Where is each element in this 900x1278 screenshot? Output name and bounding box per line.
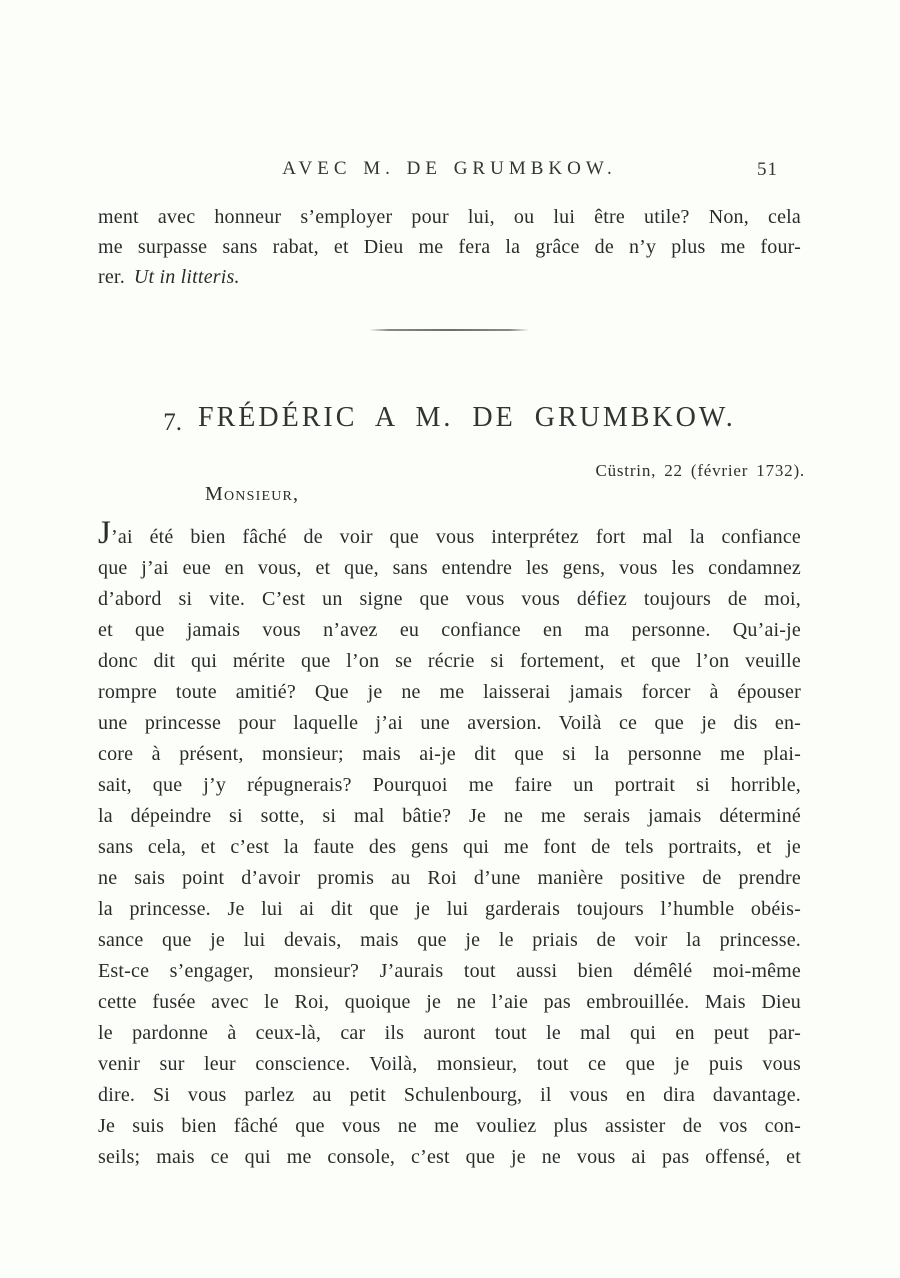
letter-body-paragraph: [98, 515, 801, 1173]
text-line-first: [98, 515, 801, 553]
text-line: le pardonne à ceux-là, car ils auront tout le mal qui en peut par-: [98, 1022, 801, 1044]
text-line: core à présent, monsieur; mais ai-je dit que si la personne me plai-: [98, 743, 801, 765]
letter-number: 7.: [163, 409, 183, 436]
continuation-paragraph: [98, 202, 801, 292]
text-line: donc dit qui mérite que l’on se récrie si fortement, et que l’on veuille: [98, 650, 801, 672]
large-initial-letter: J: [98, 515, 112, 551]
running-head-title: AVEC M. DE GRUMBKOW.: [282, 158, 617, 179]
text-line: sans cela, et c’est la faute des gens qui me font de tels portraits, et je: [98, 836, 801, 858]
text-line: la princesse. Je lui ai dit que je lui garderais toujours l’humble obéis-: [98, 898, 801, 920]
text-line: dire. Si vous parlez au petit Schulenbourg, il vous en dira davantage.: [98, 1084, 801, 1106]
text-line: me surpasse sans rabat, et Dieu me fera la grâce de n’y plus me four-: [98, 236, 801, 258]
text-line: ment avec honneur s’employer pour lui, ou lui être utile? Non, cela: [98, 206, 801, 228]
text-line: cette fusée avec le Roi, quoique je ne l’aie pas embrouillée. Mais Dieu: [98, 991, 801, 1013]
text-line: Je suis bien fâché que vous ne me vouliez plus assister de vos con-: [98, 1115, 801, 1137]
body-lines: [98, 553, 801, 1173]
text-line: d’abord si vite. C’est un signe que vous vous défiez toujours de moi,: [98, 588, 801, 610]
letter-heading: [98, 402, 801, 434]
text-line: et que jamais vous n’avez eu confiance en ma personne. Qu’ai-je: [98, 619, 801, 641]
text-segment: ’ai été bien fâché de voir que vous interprétez fort mal la confiance: [111, 526, 801, 548]
dateline: Cüstrin, 22 (février 1732).: [595, 461, 805, 480]
text-line: une princesse pour laquelle j’ai une aversion. Voilà ce que je dis en-: [98, 712, 801, 734]
text-line: ne sais point d’avoir promis au Roi d’une manière positive de prendre: [98, 867, 801, 889]
text-line: Est-ce s’engager, monsieur? J’aurais tout aussi bien démêlé moi-même: [98, 960, 801, 982]
text-line: sance que je lui devais, mais que je le priais de voir la princesse.: [98, 929, 801, 951]
text-line: que j’ai eue en vous, et que, sans entendre les gens, vous les condamnez: [98, 557, 801, 579]
text-line: la dépeindre si sotte, si mal bâtie? Je ne me serais jamais déterminé: [98, 805, 801, 827]
latin-phrase: Ut in litteris.: [133, 266, 240, 288]
letter-title: FRÉDÉRIC A M. DE GRUMBKOW.: [198, 402, 736, 433]
text-line: sait, que j’y répugnerais? Pourquoi me faire un portrait si horrible,: [98, 774, 801, 796]
salutation: Monsieur,: [205, 483, 300, 505]
section-divider-rule: [369, 329, 529, 331]
text-segment: rer.: [98, 266, 125, 288]
continuation-lines: [98, 202, 801, 262]
text-line: [98, 262, 801, 292]
text-line: rompre toute amitié? Que je ne me laisserai jamais forcer à épouser: [98, 681, 801, 703]
text-line: seils; mais ce qui me console, c’est que je ne vous ai pas offensé, et: [98, 1146, 801, 1168]
text-line: venir sur leur conscience. Voilà, monsieur, tout ce que je puis vous: [98, 1053, 801, 1075]
page-number: 51: [757, 159, 778, 180]
